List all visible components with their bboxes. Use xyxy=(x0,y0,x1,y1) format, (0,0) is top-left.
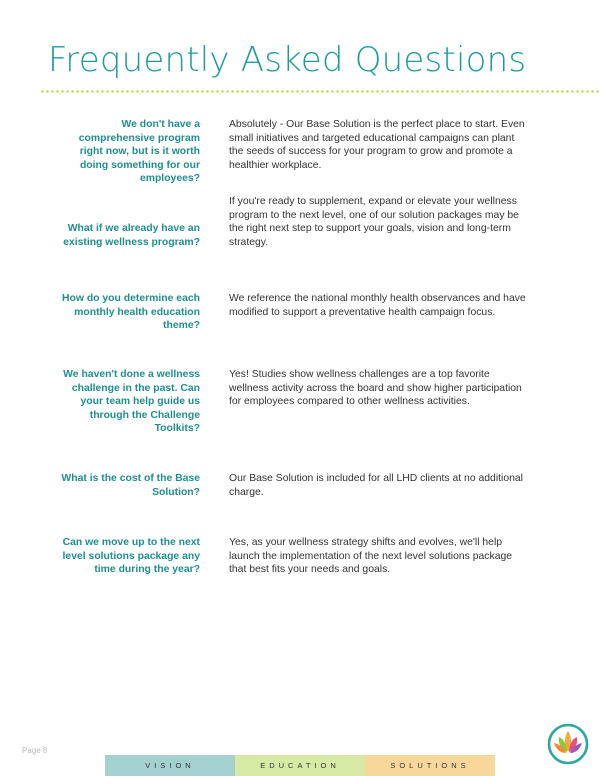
faq-question: We don't have a comprehensive program right now, but is it worth doing something for our employees? xyxy=(78,119,200,185)
faq-answer: We reference the national monthly health observances and have modified to support a preventative health campaign focus. xyxy=(229,293,526,318)
page-number: Page 8 xyxy=(22,746,48,755)
faq-answer: Yes! Studies show wellness challenges are a top favorite wellness activity across the board and show higher participation for employees compared to other wellness activities. xyxy=(229,369,522,408)
footer-band-vision: VISION xyxy=(105,755,235,776)
footer-band-education: EDUCATION xyxy=(235,755,365,776)
faq-question: What is the cost of the Base Solution? xyxy=(61,473,200,498)
dotted-divider xyxy=(40,90,600,93)
faq-answer: If you're ready to supplement, expand or elevate your wellness program to the next level, one of our solution packages may be the right next step to support your goals, vision and long-term strategy. xyxy=(229,196,519,248)
faq-question: We haven't done a wellness challenge in the past. Can your team help guide us through the Challenge Toolkits? xyxy=(63,369,200,435)
faq-answer: Our Base Solution is included for all LHD clients at no additional charge. xyxy=(229,473,523,498)
faq-answer: Yes, as your wellness strategy shifts and evolves, we'll help launch the implementation of the next level solutions package that best fits your needs and goals. xyxy=(229,537,513,576)
page-title: Frequently Asked Questions xyxy=(48,40,527,80)
faq-question: What if we already have an existing wellness program? xyxy=(63,223,200,248)
footer-band-solutions: SOLUTIONS xyxy=(365,755,495,776)
faq-question: How do you determine each monthly health education theme? xyxy=(62,293,200,332)
faq-answer: Absolutely - Our Base Solution is the perfect place to start. Even small initiatives and targeted educational campaigns can plant the seeds of success for your program to grow and promote a healthier workplace. xyxy=(229,119,525,171)
faq-question: Can we move up to the next level solutions package any time during the year? xyxy=(62,537,200,576)
lotus-logo-icon xyxy=(546,722,590,766)
